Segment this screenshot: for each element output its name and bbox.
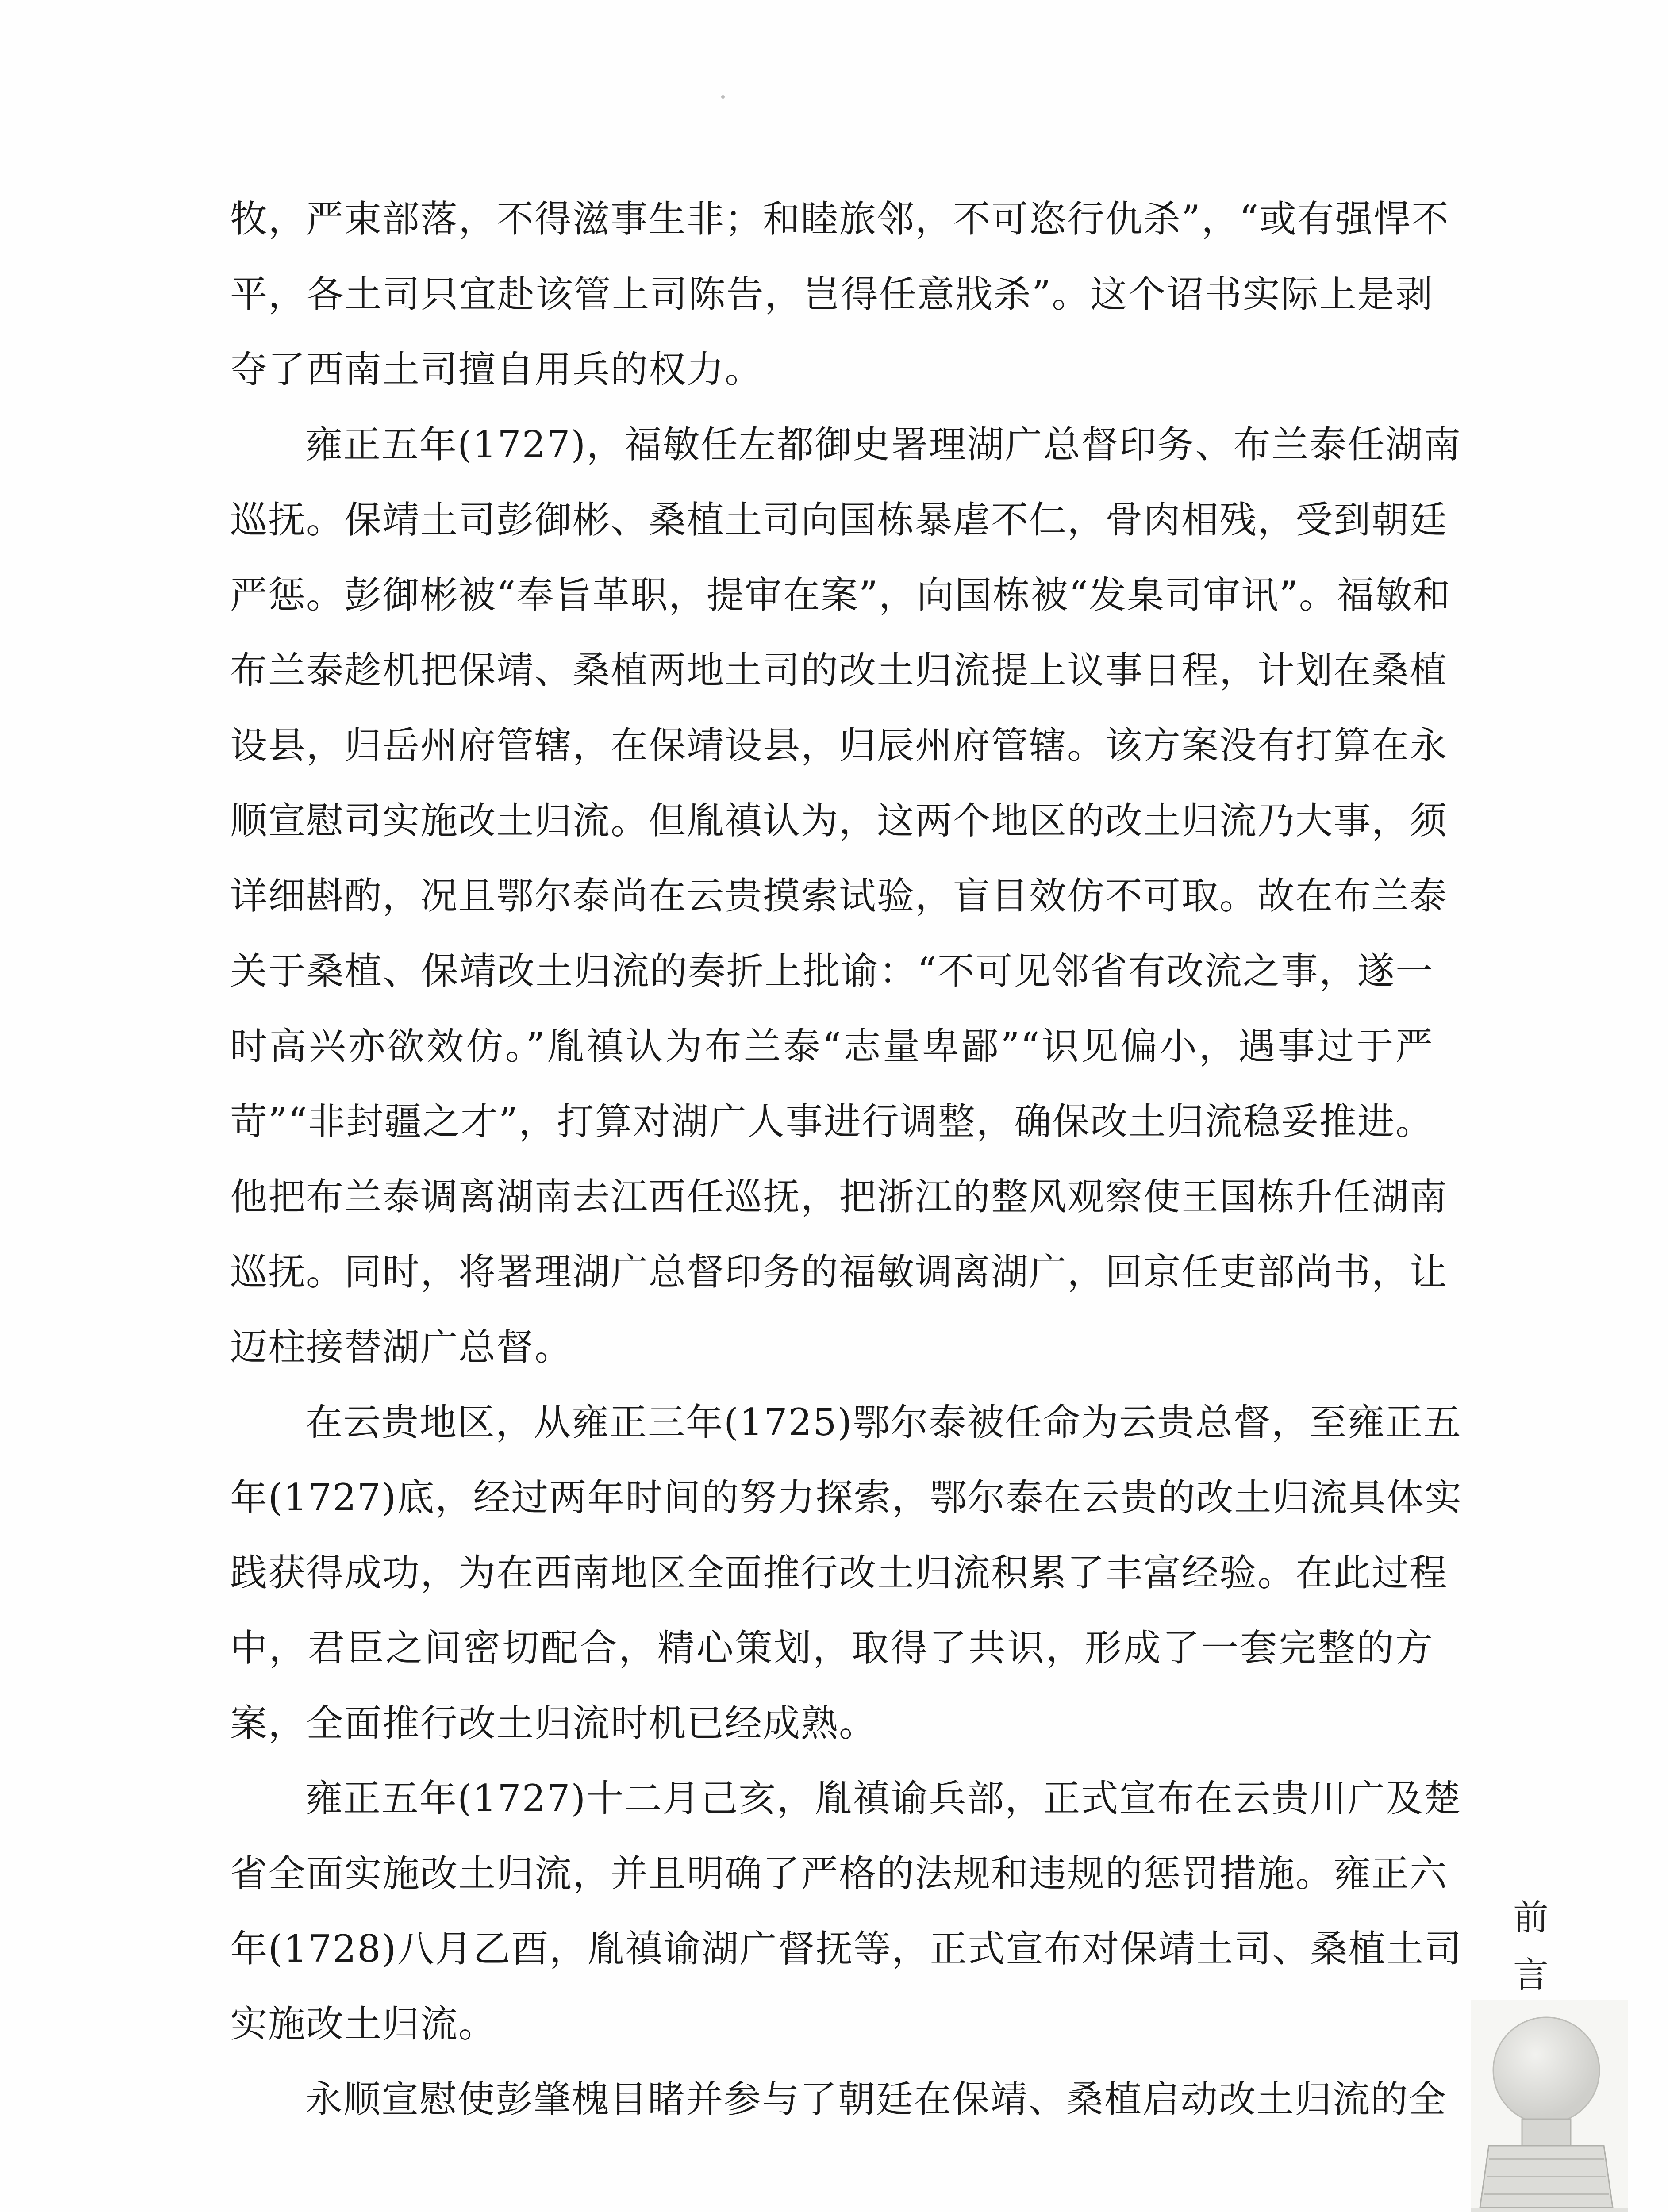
section-title-char: 言 bbox=[1513, 1955, 1549, 1996]
text-line: 布兰泰趁机把保靖、桑植两地土司的改土归流提上议事日程，计划在桑植 bbox=[230, 649, 1448, 692]
text-line: 年(1727)底，经过两年时间的努力探索，鄂尔泰在云贵的改土归流具体实 bbox=[230, 1476, 1463, 1519]
body-text bbox=[230, 181, 1463, 2137]
text-line: 顺宣慰司实施改土归流。但胤禛认为，这两个地区的改土归流乃大事，须 bbox=[230, 799, 1448, 842]
text-line: 践获得成功，为在西南地区全面推行改土归流积累了丰富经验。在此过程 bbox=[230, 1551, 1448, 1594]
text-line: 年(1728)八月乙酉，胤禛谕湖广督抚等，正式宣布对保靖土司、桑植土司 bbox=[230, 1927, 1463, 1970]
text-line: 平，各土司只宜赴该管上司陈告，岂得任意戕杀”。这个诏书实际上是剥 bbox=[230, 273, 1434, 316]
text-line: 在云贵地区，从雍正三年(1725)鄂尔泰被任命为云贵总督，至雍正五 bbox=[305, 1401, 1462, 1444]
text-line: 雍正五年(1727)十二月己亥，胤禛谕兵部，正式宣布在云贵川广及楚 bbox=[305, 1777, 1462, 1820]
ornament-neck bbox=[1522, 2119, 1571, 2146]
text-line: 牧，严束部落，不得滋事生非；和睦旅邻，不可恣行仇杀”，“或有强悍不 bbox=[230, 197, 1449, 241]
text-line: 苛”“非封疆之才”，打算对湖广人事进行调整，确保改土归流稳妥推进。 bbox=[230, 1100, 1434, 1143]
text-line: 巡抚。同时，将署理湖广总督印务的福敏调离湖广，回京任吏部尚书，让 bbox=[230, 1250, 1448, 1294]
text-line: 时高兴亦欲效仿。”胤禛认为布兰泰“志量卑鄙”“识见偏小，遇事过于严 bbox=[230, 1025, 1434, 1068]
text-line: 严惩。彭御彬被“奉旨革职，提审在案”，向国栋被“发臬司审讯”。福敏和 bbox=[230, 573, 1451, 617]
text-line: 巡抚。保靖土司彭御彬、桑植土司向国栋暴虐不仁，骨肉相残，受到朝廷 bbox=[230, 498, 1448, 541]
print-speck bbox=[721, 95, 725, 99]
ornament-orb bbox=[1493, 2017, 1599, 2124]
text-line: 关于桑植、保靖改土归流的奏折上批谕：“不可见邻省有改流之事，遂一 bbox=[230, 949, 1434, 993]
text-line: 夺了西南土司擅自用兵的权力。 bbox=[230, 348, 763, 391]
ornament-ground bbox=[1471, 2208, 1628, 2212]
text-line: 他把布兰泰调离湖南去江西任巡抚，把浙江的整风观察使王国栋升任湖南 bbox=[230, 1175, 1448, 1218]
text-line: 省全面实施改土归流，并且明确了严格的法规和违规的惩罚措施。雍正六 bbox=[230, 1852, 1448, 1895]
text-line: 永顺宣慰使彭肇槐目睹并参与了朝廷在保靖、桑植启动改土归流的全 bbox=[305, 2078, 1447, 2121]
text-line: 案，全面推行改土归流时机已经成熟。 bbox=[230, 1701, 877, 1745]
text-line: 中，君臣之间密切配合，精心策划，取得了共识，形成了一套完整的方 bbox=[230, 1626, 1434, 1670]
text-line: 设县，归岳州府管辖，在保靖设县，归辰州府管辖。该方案没有打算在永 bbox=[230, 724, 1448, 767]
section-title-char: 前 bbox=[1513, 1897, 1549, 1938]
decorative-vase-illustration bbox=[1471, 2000, 1628, 2212]
text-line: 实施改土归流。 bbox=[230, 2002, 497, 2046]
text-line: 详细斟酌，况且鄂尔泰尚在云贵摸索试验，盲目效仿不可取。故在布兰泰 bbox=[230, 874, 1448, 918]
text-line: 雍正五年(1727)，福敏任左都御史署理湖广总督印务、布兰泰任湖南 bbox=[305, 423, 1462, 466]
text-line: 迈柱接替湖广总督。 bbox=[230, 1325, 573, 1369]
section-title-vertical bbox=[1504, 1889, 1557, 2004]
